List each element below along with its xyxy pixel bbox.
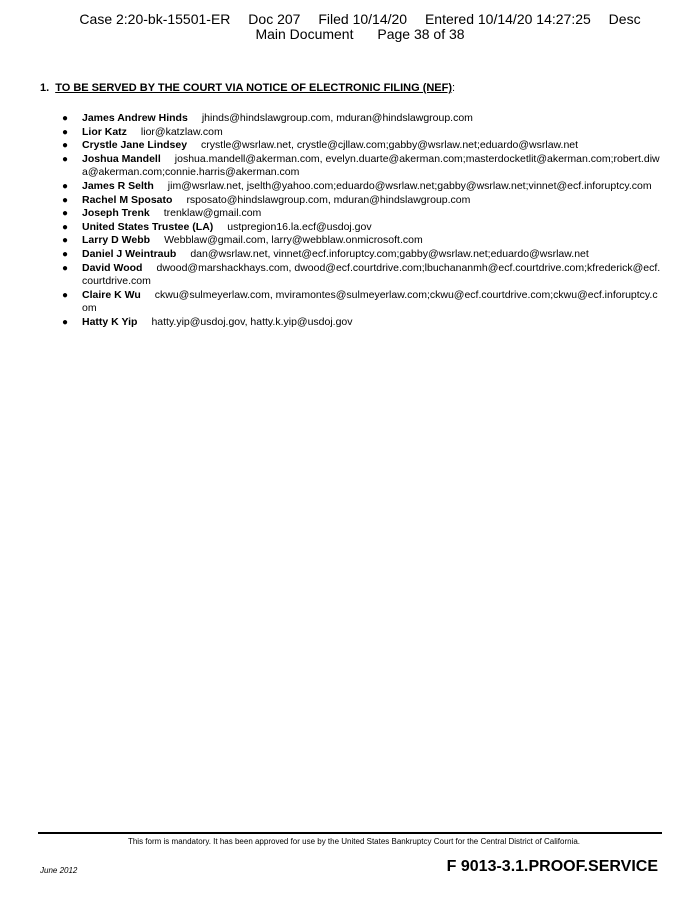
footer-divider — [38, 832, 662, 834]
bullet-icon: ● — [62, 208, 69, 220]
bullet-icon: ● — [62, 235, 69, 247]
entered-date: Entered 10/14/20 14:27:25 — [424, 11, 591, 27]
service-entry — [62, 194, 662, 208]
entry-name: Claire K Wu — [82, 288, 141, 301]
entry-name: James R Selth — [82, 179, 154, 192]
section-title-text: TO BE SERVED BY THE COURT VIA NOTICE OF ELECTRONIC FILING (NEF) — [55, 82, 453, 94]
section-title-colon: : — [452, 82, 456, 94]
case-header-line-1 — [20, 12, 700, 27]
entry-name: Crystle Jane Lindsey — [82, 139, 188, 152]
bullet-icon: ● — [62, 289, 69, 301]
entry-email: crystle@wsrlaw.net, crystle@cjllaw.com;gabby@wsrlaw.net;eduardo@wsrlaw.net — [201, 139, 579, 152]
bullet-icon: ● — [62, 140, 69, 152]
entry-name: Hatty K Yip — [82, 315, 138, 328]
entry-name: Rachel M Sposato — [82, 193, 173, 206]
service-entry — [62, 180, 662, 194]
entry-email: jhinds@hindslawgroup.com, mduran@hindslawgroup.com — [201, 112, 473, 124]
entry-email: hatty.yip@usdoj.gov, hatty.k.yip@usdoj.gov — [151, 315, 353, 328]
service-entry — [62, 207, 662, 221]
bullet-icon: ● — [62, 126, 69, 138]
entry-name: Joseph Trenk — [82, 207, 150, 220]
service-entry — [62, 126, 662, 140]
footer-date: June 2012 — [40, 866, 78, 875]
case-header — [0, 12, 700, 42]
entry-email: dan@wsrlaw.net, vinnet@ecf.inforuptcy.com;gabby@wsrlaw.net;eduardo@wsrlaw.net — [190, 247, 589, 260]
service-entry — [62, 316, 662, 330]
entry-name: United States Trustee (LA) — [82, 220, 214, 233]
entry-email: Webblaw@gmail.com, larry@webblaw.onmicrosoft.com — [164, 234, 423, 247]
entry-name: Daniel J Weintraub — [82, 247, 177, 260]
footer-note: This form is mandatory. It has been approved for use by the United States Bankruptcy Court for the Central District of California. — [127, 837, 581, 846]
page-number: Page 38 of 38 — [377, 26, 465, 42]
service-entry — [62, 139, 662, 153]
entry-email: ustpregion16.la.ecf@usdoj.gov — [227, 220, 372, 233]
desc-label: Desc — [608, 11, 641, 27]
entry-email: ckwu@sulmeyerlaw.com, mviramontes@sulmeyerlaw.com;ckwu@ecf.courtdrive.com;ckwu@ecf.inforuptcy.com — [82, 288, 658, 315]
entry-name: Lior Katz — [82, 125, 127, 138]
bullet-icon: ● — [62, 221, 69, 233]
entry-email: jim@wsrlaw.net, jselth@yahoo.com;eduardo@wsrlaw.net;gabby@wsrlaw.net;vinnet@ecf.inforuptcy.com — [167, 179, 652, 192]
main-document-label: Main Document — [255, 26, 354, 42]
entry-name: James Andrew Hinds — [82, 112, 188, 124]
service-entry — [62, 289, 662, 316]
service-list — [62, 112, 662, 330]
bullet-icon: ● — [62, 180, 69, 192]
entry-name: David Wood — [82, 261, 143, 274]
service-entry — [62, 234, 662, 248]
entry-name: Larry D Webb — [82, 234, 151, 247]
doc-number: Doc 207 — [248, 11, 301, 27]
entry-email: trenklaw@gmail.com — [163, 207, 262, 220]
entry-email: dwood@marshackhays.com, dwood@ecf.courtdrive.com;lbuchananmh@ecf.courtdrive.com;kfrederick@ecf.courtdrive.com — [82, 261, 661, 288]
section-number: 1. — [40, 82, 50, 94]
form-number: F 9013-3.1.PROOF.SERVICE — [446, 858, 658, 875]
service-entry — [62, 112, 662, 126]
bullet-icon: ● — [62, 194, 69, 206]
service-entry — [62, 153, 662, 180]
case-number: Case 2:20-bk-15501-ER — [79, 11, 231, 27]
service-entry — [62, 248, 662, 262]
section-title — [40, 82, 455, 94]
entry-email: rsposato@hindslawgroup.com, mduran@hindslawgroup.com — [186, 193, 471, 206]
service-entry — [62, 262, 662, 289]
bullet-icon: ● — [62, 262, 69, 274]
bullet-icon: ● — [62, 316, 69, 328]
entry-email: joshua.mandell@akerman.com, evelyn.duarte@akerman.com;masterdocketlit@akerman.com;robert.diwa@akerman.com;connie.harris@akerman.com — [82, 152, 660, 179]
service-entry — [62, 221, 662, 235]
filed-date: Filed 10/14/20 — [318, 11, 408, 27]
case-header-line-2 — [20, 27, 700, 42]
entry-name: Joshua Mandell — [82, 152, 161, 165]
entry-email: lior@katzlaw.com — [140, 125, 223, 138]
bullet-icon: ● — [62, 153, 69, 165]
bullet-icon: ● — [62, 248, 69, 260]
bullet-icon: ● — [62, 113, 69, 124]
